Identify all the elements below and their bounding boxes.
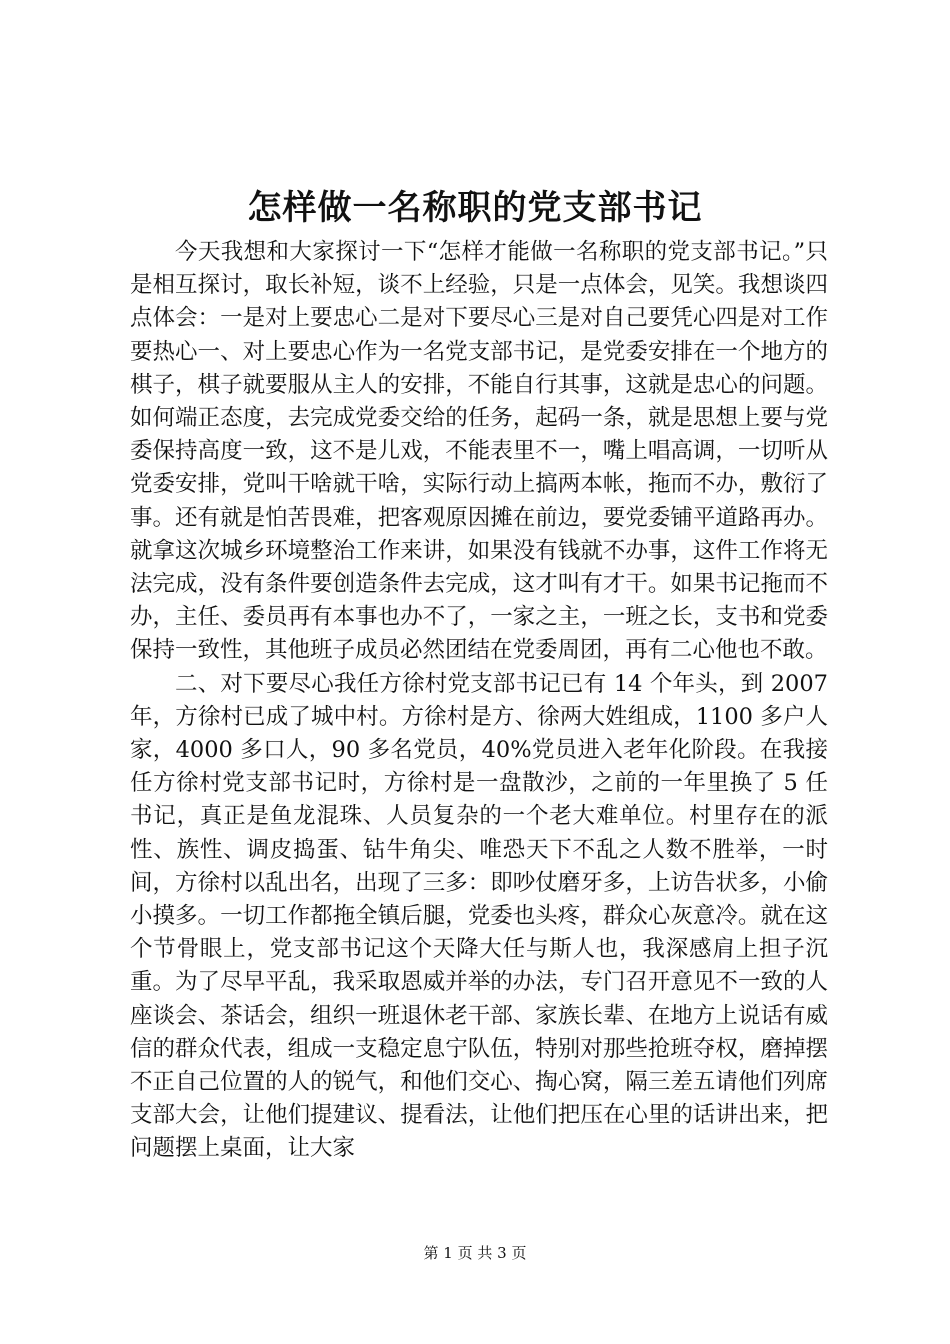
page-footer: 第 1 页 共 3 页 [423, 1244, 527, 1262]
paragraph-1: 今天我想和大家探讨一下“怎样才能做一名称职的党支部书记。”只是相互探讨，取长补短，谈不上经验，只是一点体会，见笑。我想谈四点体会：一是对上要忠心二是对下要尽心三是对自己要凭心四是对工作要热心一、对上要忠心作为一名党支部书记，是党委安排在一个地方的棋子，棋子就要服从主人的安排，不能自行其事，这就是忠心的问题。如何端正态度，去完成党委交给的任务，起码一条，就是思想上要与党委保持高度一致，这不是儿戏，不能表里不一，嘴上唱高调，一切听从党委安排，党叫干啥就干啥，实际行动上搞两本帐，拖而不办，敷衍了事。还有就是怕苦畏难，把客观原因摊在前边，要党委铺平道路再办。就拿这次城乡环境整治工作来讲，如果没有钱就不办事，这件工作将无法完成，没有条件要创造条件去完成，这才叫有才干。如果书记拖而不办，主任、委员再有本事也办不了，一家之主，一班之长，支书和党委保持一致性，其他班子成员必然团结在党委周团，再有二心他也不敢。 [130, 239, 828, 664]
document-body [130, 236, 828, 1166]
document-title: 怎样做一名称职的党支部书记 [247, 188, 703, 228]
paragraph-2: 二、对下要尽心我任方徐村党支部书记已有 14 个年头，到 2007 年，方徐村已成了城中村。方徐村是方、徐两大姓组成，1100 多户人家，4000 多口人，90 多名党员，40%党员进入老年化阶段。在我接任方徐村党支部书记时，方徐村是一盘散沙，之前的一年里换了 5 任书记，真正是鱼龙混珠、人员复杂的一个老大难单位。村里存在的派性、族性、调皮捣蛋、钻牛角尖、唯恐天下不乱之人数不胜举，一时间，方徐村以乱出名，出现了三多：即吵仗磨牙多，上访告状多，小偷小摸多。一切工作都拖全镇后腿，党委也头疼，群众心灰意冷。就在这个节骨眼上，党支部书记这个天降大任与斯人也，我深感肩上担子沉重。为了尽早平乱，我采取恩威并举的办法，专门召开意见不一致的人座谈会、茶话会，组织一班退休老干部、家族长辈、在地方上说话有威信的群众代表，组成一支稳定息宁队伍，特别对那些抢班夺权，磨掉摆不正自己位置的人的锐气，和他们交心、掏心窝，隔三差五请他们列席支部大会，让他们提建议、提看法，让他们把压在心里的话讲出来，把问题摆上桌面，让大家 [130, 670, 828, 1162]
